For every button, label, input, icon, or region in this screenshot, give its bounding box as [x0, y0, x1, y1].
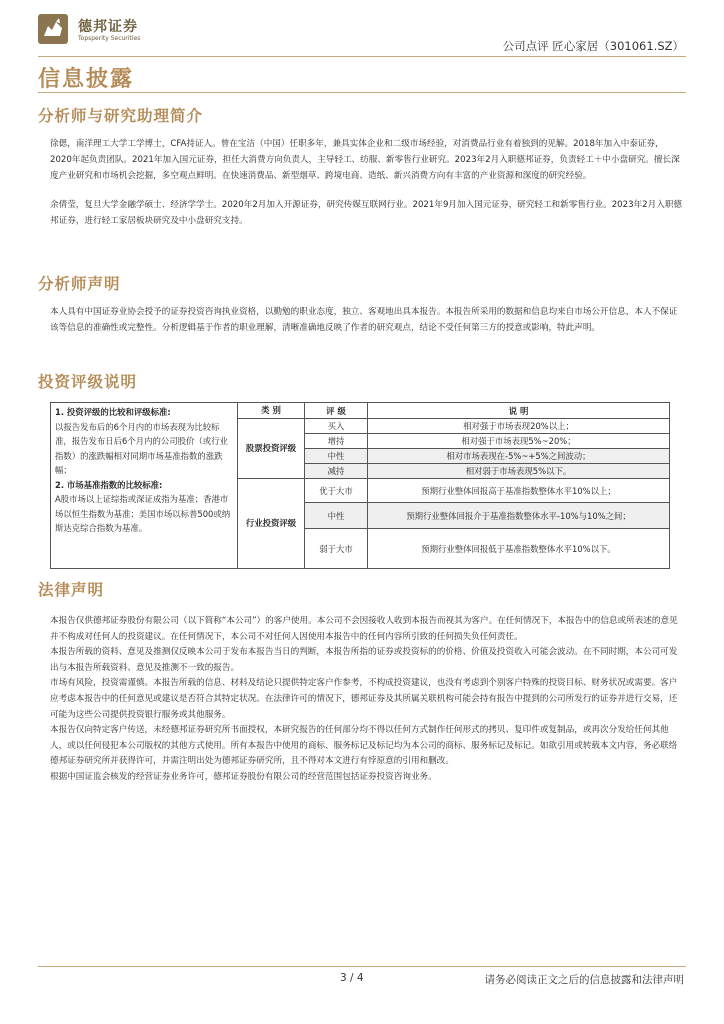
header-divider	[38, 56, 686, 57]
stock-rating-label: 股票投资评级	[238, 419, 305, 479]
disclosure-title: 信息披露	[38, 66, 135, 92]
legal-paragraph: 本报告所载的资料、意见及推测仅反映本公司于发布本报告当日的判断，本报告所指的证券或投资标的的价格、价值及投资收入可能会波动。在不同时期，本公司可发出与本报告所载资料、意见及推测不一致的报告。	[50, 647, 678, 673]
footer-divider	[38, 966, 686, 967]
rating-table	[50, 402, 670, 569]
rating-level: 买入	[305, 419, 368, 434]
legal-paragraph: 市场有风险，投资需谨慎。本报告所载的信息、材料及结论只提供特定客户作参考，不构成投资建议，也没有考虑到个别客户特殊的投资目标、财务状况或需要。客户应考虑本报告中的任何意见或建议是否符合其特定状况。在法律许可的情况下，德邦证券及其所属关联机构可能会持有报告中提到的公司所发行的证券并进行交易，还可能为这些公司提供投资银行服务或其他服务。	[50, 678, 678, 720]
analyst-bio-2: 余倩莹，复旦大学金融学硕士、经济学学士。2020年2月加入开源证券，研究传媒互联网行业。2021年9月加入国元证券，研究轻工和新零售行业。2023年2月入职德邦证券，进行轻工家居板块研究及中小盘研究支持。	[50, 199, 683, 226]
analyst-bio-1: 徐偲，南洋理工大学工学博士，CFA持证人。曾在宝洁（中国）任职多年，兼具实体企业和二级市场经验，对消费品行业有着独到的见解。2018年加入中泰证券，2020年起负责团队。2021年加入国元证券，担任大消费方向负责人，主导轻工、纺服、新零售行业研究。2023年2月入职德邦证券，负责轻工＋中小盘研究。擅长深度产业研究和市场机会挖掘，多空观点鲜明。在快速消费品、新型烟草、跨境电商、造纸、新兴消费方向有丰富的产业资源和深度的研究经验。	[50, 139, 680, 182]
header-type: 类 别	[238, 403, 305, 419]
rating-desc: 相对强于市场表现20%以上；	[368, 419, 670, 434]
rating-level: 增持	[305, 434, 368, 449]
footer-note: 请务必阅读正文之后的信息披露和法律声明	[484, 974, 684, 986]
analyst-statement-heading: 分析师声明	[38, 274, 121, 293]
legal-paragraph: 本报告仅供德邦证券股份有限公司（以下简称“本公司”）的客户使用。本公司不会因接收人收到本报告而视其为客户。在任何情况下，本报告中的信息或所表述的意见并不构成对任何人的投资建议。在任何情况下，本公司不对任何人因使用本报告中的任何内容所引致的任何损失负任何责任。	[50, 616, 678, 642]
criteria-body-2: A股市场以上证综指或深证成指为基准；香港市场以恒生指数为基准；美国市场以标普500或纳斯达克综合指数为基准。	[55, 494, 231, 533]
rating-level: 中性	[305, 503, 368, 529]
rating-level: 优于大市	[305, 479, 368, 503]
rating-header-row	[51, 403, 670, 419]
rating-heading: 投资评级说明	[38, 372, 138, 391]
rating-level: 弱于大市	[305, 529, 368, 569]
legal-body	[50, 614, 684, 786]
legal-paragraph: 根据中国证监会核发的经营证券业务许可，德邦证券股份有限公司的经营范围包括证券投资咨询业务。	[50, 771, 437, 782]
industry-rating-label: 行业投资评级	[238, 479, 305, 569]
rating-level: 减持	[305, 464, 368, 479]
criteria-body-1: 以报告发布后的6个月内的市场表现为比较标准，报告发布日后6个月内的公司股价（或行业指数）的涨跌幅相对同期市场基准指数的涨跌幅；	[55, 421, 228, 475]
analyst-intro-body	[50, 136, 684, 229]
analyst-statement-body	[50, 304, 684, 336]
header-level: 评 级	[305, 403, 368, 419]
logo-name-cn: 德邦证券	[78, 19, 138, 35]
rating-desc: 相对弱于市场表现5%以下。	[368, 464, 670, 479]
company-logo	[38, 14, 188, 50]
header-desc: 说 明	[368, 403, 670, 419]
rating-desc: 相对强于市场表现5%~20%；	[368, 434, 670, 449]
rating-desc: 相对市场表现在-5%~+5%之间波动；	[368, 449, 670, 464]
criteria-title-1: 1. 投资评级的比较和评级标准:	[55, 407, 171, 417]
page-number: 3 / 4	[340, 972, 364, 984]
criteria-title-2: 2. 市场基准指数的比较标准:	[55, 479, 163, 490]
title-divider	[38, 92, 686, 93]
rating-level: 中性	[305, 449, 368, 464]
report-meta: 公司点评 匠心家居（301061.SZ）	[502, 39, 684, 53]
logo-name-en: Topsperity Securities	[78, 35, 141, 42]
legal-paragraph: 本报告仅向特定客户传送，未经德邦证券研究所书面授权，本研究报告的任何部分均不得以任何方式制作任何形式的拷贝、复印件或复制品，或再次分发给任何其他人，或以任何侵犯本公司版权的其他方式使用。所有本报告中使用的商标、服务标记及标记均为本公司的商标、服务标记及标记。如欲引用或转载本文内容，务必联络德邦证券研究所并获得许可，并需注明出处为德邦证券研究所，且不得对本文进行有悖原意的引用和删改。	[50, 725, 678, 767]
rating-criteria-cell	[51, 403, 238, 569]
rating-desc: 预期行业整体回报介于基准指数整体水平-10%与10%之间；	[368, 503, 670, 529]
rating-desc: 预期行业整体回报高于基准指数整体水平10%以上；	[368, 479, 670, 503]
analyst-statement-text: 本人具有中国证券业协会授予的证券投资咨询执业资格，以勤勉的职业态度，独立、客观地出具本报告。本报告所采用的数据和信息均来自市场公开信息，本人不保证该等信息的准确性或完整性。分析逻辑基于作者的职业理解，清晰准确地反映了作者的研究观点，结论不受任何第三方的授意或影响，特此声明。	[50, 307, 678, 334]
bull-logo-icon	[38, 14, 68, 44]
rating-desc: 预期行业整体回报低于基准指数整体水平10%以下。	[368, 529, 670, 569]
analyst-intro-heading: 分析师与研究助理简介	[38, 106, 204, 125]
legal-heading: 法律声明	[38, 580, 105, 599]
